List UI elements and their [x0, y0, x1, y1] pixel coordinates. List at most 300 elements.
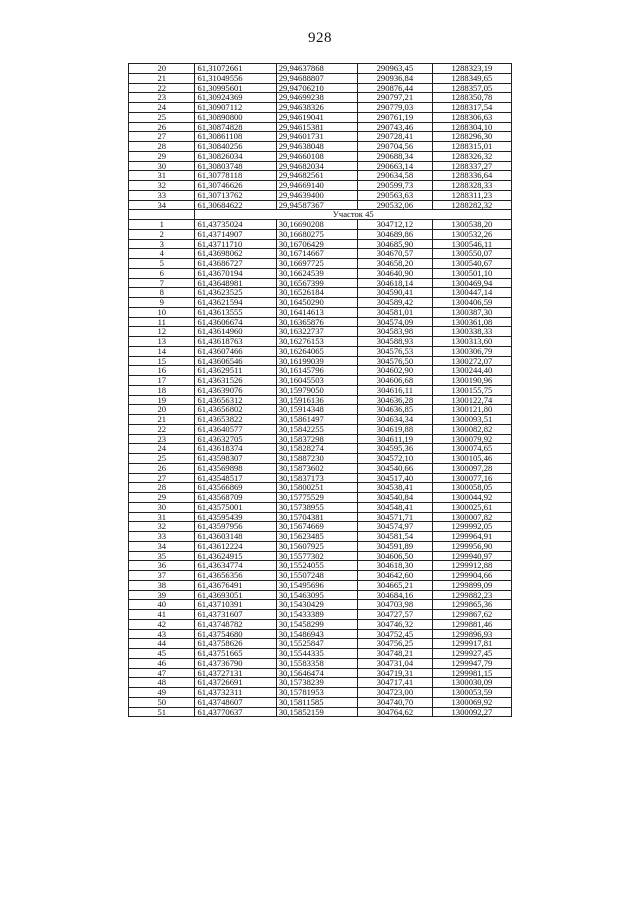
coord-y-cell: 1300058,05 [432, 483, 511, 493]
coord-y-cell: 1288317,54 [432, 103, 511, 113]
latitude-cell: 61,43656356 [195, 571, 276, 581]
table-row [129, 93, 512, 103]
longitude-cell: 29,94669140 [276, 181, 357, 191]
longitude-cell: 30,16680275 [276, 229, 357, 239]
latitude-cell: 61,43731607 [195, 610, 276, 620]
longitude-cell: 30,16045503 [276, 376, 357, 386]
latitude-cell: 61,43624915 [195, 551, 276, 561]
point-number-cell: 25 [129, 454, 195, 464]
longitude-cell: 29,94639400 [276, 190, 357, 200]
latitude-cell: 61,30995601 [195, 83, 276, 93]
table-row [129, 512, 512, 522]
coord-x-cell: 304576,50 [357, 356, 432, 366]
table-row [129, 239, 512, 249]
point-number-cell: 21 [129, 73, 195, 83]
longitude-cell: 29,94615381 [276, 122, 357, 132]
table-row [129, 190, 512, 200]
point-number-cell: 37 [129, 571, 195, 581]
coord-x-cell: 304619,88 [357, 424, 432, 434]
coord-y-cell: 1299881,46 [432, 619, 511, 629]
table-row [129, 444, 512, 454]
latitude-cell: 61,30861108 [195, 132, 276, 142]
point-number-cell: 25 [129, 112, 195, 122]
coord-y-cell: 1299927,45 [432, 649, 511, 659]
coord-y-cell: 1300007,82 [432, 512, 511, 522]
longitude-cell: 29,94638048 [276, 142, 357, 152]
table-row [129, 405, 512, 415]
point-number-cell: 47 [129, 668, 195, 678]
point-number-cell: 17 [129, 376, 195, 386]
coord-y-cell: 1300053,59 [432, 688, 511, 698]
table-row [129, 200, 512, 210]
coord-x-cell: 304636,85 [357, 405, 432, 415]
latitude-cell: 61,43598307 [195, 454, 276, 464]
coord-x-cell: 304618,30 [357, 561, 432, 571]
latitude-cell: 61,30746626 [195, 181, 276, 191]
coord-y-cell: 1299865,36 [432, 600, 511, 610]
latitude-cell: 61,30713762 [195, 190, 276, 200]
longitude-cell: 29,94688807 [276, 73, 357, 83]
table-row [129, 522, 512, 532]
coord-x-cell: 290704,56 [357, 142, 432, 152]
coord-x-cell: 304572,10 [357, 454, 432, 464]
coord-x-cell: 290532,06 [357, 200, 432, 210]
latitude-cell: 61,43595439 [195, 512, 276, 522]
coord-x-cell: 304636,28 [357, 395, 432, 405]
coord-y-cell: 1299992,05 [432, 522, 511, 532]
table-row [129, 181, 512, 191]
latitude-cell: 61,43698062 [195, 249, 276, 259]
latitude-cell: 61,31049556 [195, 73, 276, 83]
point-number-cell: 11 [129, 317, 195, 327]
longitude-cell: 30,16145796 [276, 366, 357, 376]
coord-y-cell: 1300155,75 [432, 385, 511, 395]
point-number-cell: 6 [129, 268, 195, 278]
table-row [129, 249, 512, 259]
table-row [129, 366, 512, 376]
section-header-row [129, 210, 512, 220]
coord-x-cell: 304581,01 [357, 307, 432, 317]
coord-x-cell: 304540,84 [357, 493, 432, 503]
longitude-cell: 29,94637868 [276, 64, 357, 74]
longitude-cell: 29,94619041 [276, 112, 357, 122]
point-number-cell: 31 [129, 171, 195, 181]
point-number-cell: 33 [129, 532, 195, 542]
coord-y-cell: 1300387,30 [432, 307, 511, 317]
coord-y-cell: 1300121,80 [432, 405, 511, 415]
table-row [129, 64, 512, 74]
longitude-cell: 30,15495696 [276, 580, 357, 590]
table-row [129, 551, 512, 561]
coord-x-cell: 304685,90 [357, 239, 432, 249]
coord-y-cell: 1299917,81 [432, 639, 511, 649]
point-number-cell: 7 [129, 278, 195, 288]
coord-x-cell: 290797,21 [357, 93, 432, 103]
coord-x-cell: 304606,50 [357, 551, 432, 561]
table-row [129, 278, 512, 288]
longitude-cell: 30,15842255 [276, 424, 357, 434]
longitude-cell: 30,15525847 [276, 639, 357, 649]
coord-y-cell: 1300272,07 [432, 356, 511, 366]
longitude-cell: 30,15828274 [276, 444, 357, 454]
longitude-cell: 29,94706210 [276, 83, 357, 93]
point-number-cell: 31 [129, 512, 195, 522]
latitude-cell: 61,43736790 [195, 658, 276, 668]
latitude-cell: 61,30778118 [195, 171, 276, 181]
coord-y-cell: 1288306,63 [432, 112, 511, 122]
table-row [129, 600, 512, 610]
latitude-cell: 61,43632705 [195, 434, 276, 444]
longitude-cell: 30,16697725 [276, 259, 357, 269]
coord-x-cell: 304712,12 [357, 220, 432, 230]
table-row [129, 532, 512, 542]
coord-y-cell: 1299981,15 [432, 668, 511, 678]
table-row [129, 493, 512, 503]
coord-y-cell: 1300082,82 [432, 424, 511, 434]
point-number-cell: 50 [129, 697, 195, 707]
coord-x-cell: 304590,41 [357, 288, 432, 298]
coord-y-cell: 1300025,61 [432, 502, 511, 512]
latitude-cell: 61,43548517 [195, 473, 276, 483]
coord-y-cell: 1300105,46 [432, 454, 511, 464]
latitude-cell: 61,43770637 [195, 707, 276, 717]
latitude-cell: 61,43569898 [195, 463, 276, 473]
latitude-cell: 61,43640577 [195, 424, 276, 434]
table-row [129, 288, 512, 298]
point-number-cell: 42 [129, 619, 195, 629]
coord-x-cell: 304540,66 [357, 463, 432, 473]
coord-y-cell: 1299964,91 [432, 532, 511, 542]
latitude-cell: 61,30924369 [195, 93, 276, 103]
coord-y-cell: 1300540,67 [432, 259, 511, 269]
coord-y-cell: 1288315,01 [432, 142, 511, 152]
coord-y-cell: 1288323,19 [432, 64, 511, 74]
longitude-cell: 30,15775529 [276, 493, 357, 503]
table-row [129, 142, 512, 152]
table-row [129, 649, 512, 659]
point-number-cell: 24 [129, 444, 195, 454]
latitude-cell: 61,30803748 [195, 161, 276, 171]
coord-x-cell: 304591,89 [357, 541, 432, 551]
longitude-cell: 30,15463095 [276, 590, 357, 600]
latitude-cell: 61,30840256 [195, 142, 276, 152]
table-row [129, 483, 512, 493]
point-number-cell: 13 [129, 337, 195, 347]
point-number-cell: 30 [129, 161, 195, 171]
coord-y-cell: 1300532,26 [432, 229, 511, 239]
latitude-cell: 61,43748607 [195, 697, 276, 707]
coord-y-cell: 1300338,33 [432, 327, 511, 337]
point-number-cell: 33 [129, 190, 195, 200]
latitude-cell: 61,43621594 [195, 298, 276, 308]
coord-x-cell: 304611,19 [357, 434, 432, 444]
table-row [129, 112, 512, 122]
table-row [129, 610, 512, 620]
coord-y-cell: 1288350,78 [432, 93, 511, 103]
latitude-cell: 61,43631526 [195, 376, 276, 386]
table-row [129, 590, 512, 600]
latitude-cell: 61,43711710 [195, 239, 276, 249]
coord-x-cell: 304548,41 [357, 502, 432, 512]
coord-x-cell: 290936,84 [357, 73, 432, 83]
coord-y-cell: 1288311,23 [432, 190, 511, 200]
latitude-cell: 61,43710391 [195, 600, 276, 610]
longitude-cell: 30,15583358 [276, 658, 357, 668]
coord-x-cell: 304576,53 [357, 346, 432, 356]
point-number-cell: 38 [129, 580, 195, 590]
coord-x-cell: 304583,98 [357, 327, 432, 337]
longitude-cell: 30,15544335 [276, 649, 357, 659]
coord-x-cell: 290728,41 [357, 132, 432, 142]
table-row [129, 73, 512, 83]
table-row [129, 561, 512, 571]
point-number-cell: 2 [129, 229, 195, 239]
longitude-cell: 29,94638326 [276, 103, 357, 113]
coord-x-cell: 304574,97 [357, 522, 432, 532]
coord-x-cell: 304719,31 [357, 668, 432, 678]
latitude-cell: 61,43653822 [195, 415, 276, 425]
table-row [129, 171, 512, 181]
point-number-cell: 29 [129, 151, 195, 161]
coord-y-cell: 1299947,79 [432, 658, 511, 668]
point-number-cell: 3 [129, 239, 195, 249]
coord-y-cell: 1300030,09 [432, 678, 511, 688]
coord-y-cell: 1300093,51 [432, 415, 511, 425]
coord-x-cell: 304616,11 [357, 385, 432, 395]
table-row [129, 434, 512, 444]
longitude-cell: 30,15577302 [276, 551, 357, 561]
section-empty-cell [129, 210, 195, 220]
longitude-cell: 30,16276153 [276, 337, 357, 347]
table-row [129, 502, 512, 512]
coord-y-cell: 1288328,33 [432, 181, 511, 191]
table-row [129, 356, 512, 366]
point-number-cell: 34 [129, 200, 195, 210]
longitude-cell: 30,16365876 [276, 317, 357, 327]
coord-x-cell: 304752,45 [357, 629, 432, 639]
latitude-cell: 61,43597956 [195, 522, 276, 532]
point-number-cell: 51 [129, 707, 195, 717]
point-number-cell: 14 [129, 346, 195, 356]
latitude-cell: 61,43613555 [195, 307, 276, 317]
longitude-cell: 30,15738955 [276, 502, 357, 512]
coord-x-cell: 304589,42 [357, 298, 432, 308]
longitude-cell: 30,15486943 [276, 629, 357, 639]
latitude-cell: 61,43754680 [195, 629, 276, 639]
latitude-cell: 61,30907112 [195, 103, 276, 113]
latitude-cell: 61,43686727 [195, 259, 276, 269]
coord-x-cell: 290688,34 [357, 151, 432, 161]
coord-y-cell: 1288304,10 [432, 122, 511, 132]
longitude-cell: 30,15738239 [276, 678, 357, 688]
table-row [129, 688, 512, 698]
table-row [129, 415, 512, 425]
latitude-cell: 61,43634774 [195, 561, 276, 571]
coord-x-cell: 304606,68 [357, 376, 432, 386]
latitude-cell: 61,43714907 [195, 229, 276, 239]
table-row [129, 639, 512, 649]
longitude-cell: 30,15433389 [276, 610, 357, 620]
coord-x-cell: 304748,21 [357, 649, 432, 659]
table-row [129, 678, 512, 688]
latitude-cell: 61,30890800 [195, 112, 276, 122]
latitude-cell: 61,43758626 [195, 639, 276, 649]
latitude-cell: 61,43639076 [195, 385, 276, 395]
table-row [129, 132, 512, 142]
coord-x-cell: 304665,21 [357, 580, 432, 590]
longitude-cell: 29,94660108 [276, 151, 357, 161]
table-row [129, 541, 512, 551]
longitude-cell: 29,94587367 [276, 200, 357, 210]
point-number-cell: 5 [129, 259, 195, 269]
point-number-cell: 28 [129, 483, 195, 493]
coord-x-cell: 290663,14 [357, 161, 432, 171]
point-number-cell: 4 [129, 249, 195, 259]
coord-y-cell: 1288296,30 [432, 132, 511, 142]
longitude-cell: 30,15916136 [276, 395, 357, 405]
coord-x-cell: 304731,04 [357, 658, 432, 668]
latitude-cell: 61,43670194 [195, 268, 276, 278]
latitude-cell: 61,43727131 [195, 668, 276, 678]
point-number-cell: 27 [129, 132, 195, 142]
point-number-cell: 27 [129, 473, 195, 483]
section-title: Участок 45 [195, 210, 512, 220]
coord-x-cell: 290743,46 [357, 122, 432, 132]
latitude-cell: 61,43648981 [195, 278, 276, 288]
point-number-cell: 12 [129, 327, 195, 337]
longitude-cell: 30,15914348 [276, 405, 357, 415]
point-number-cell: 39 [129, 590, 195, 600]
coord-x-cell: 304727,57 [357, 610, 432, 620]
latitude-cell: 61,43726691 [195, 678, 276, 688]
latitude-cell: 61,43568709 [195, 493, 276, 503]
coord-y-cell: 1300122,74 [432, 395, 511, 405]
latitude-cell: 61,43618374 [195, 444, 276, 454]
table-row [129, 151, 512, 161]
coord-y-cell: 1300069,92 [432, 697, 511, 707]
coord-x-cell: 304717,41 [357, 678, 432, 688]
table-row [129, 376, 512, 386]
table-row [129, 307, 512, 317]
longitude-cell: 30,15704381 [276, 512, 357, 522]
latitude-cell: 61,30684622 [195, 200, 276, 210]
coord-x-cell: 290634,58 [357, 171, 432, 181]
coord-x-cell: 290963,45 [357, 64, 432, 74]
longitude-cell: 30,16567399 [276, 278, 357, 288]
longitude-cell: 30,16264065 [276, 346, 357, 356]
table-row [129, 346, 512, 356]
table-row [129, 268, 512, 278]
table-row [129, 395, 512, 405]
coord-y-cell: 1288349,65 [432, 73, 511, 83]
coord-x-cell: 304634,34 [357, 415, 432, 425]
table-row [129, 707, 512, 717]
longitude-cell: 30,16690208 [276, 220, 357, 230]
latitude-cell: 61,43603148 [195, 532, 276, 542]
point-number-cell: 1 [129, 220, 195, 230]
table-row [129, 220, 512, 230]
table-row [129, 229, 512, 239]
coord-y-cell: 1300469,94 [432, 278, 511, 288]
coord-y-cell: 1300538,20 [432, 220, 511, 230]
longitude-cell: 30,15873602 [276, 463, 357, 473]
latitude-cell: 61,43735024 [195, 220, 276, 230]
coord-x-cell: 304723,00 [357, 688, 432, 698]
point-number-cell: 23 [129, 93, 195, 103]
table-row [129, 259, 512, 269]
longitude-cell: 29,94601731 [276, 132, 357, 142]
longitude-cell: 30,15811585 [276, 697, 357, 707]
coord-x-cell: 304571,71 [357, 512, 432, 522]
coord-x-cell: 290779,03 [357, 103, 432, 113]
table-row [129, 83, 512, 93]
latitude-cell: 61,43693051 [195, 590, 276, 600]
coord-x-cell: 304764,62 [357, 707, 432, 717]
point-number-cell: 19 [129, 395, 195, 405]
latitude-cell: 61,43751665 [195, 649, 276, 659]
longitude-cell: 30,16199039 [276, 356, 357, 366]
longitude-cell: 30,15430429 [276, 600, 357, 610]
point-number-cell: 23 [129, 434, 195, 444]
point-number-cell: 26 [129, 122, 195, 132]
coordinates-table-body [129, 64, 512, 717]
table-row [129, 463, 512, 473]
coord-x-cell: 304595,36 [357, 444, 432, 454]
longitude-cell: 30,15979050 [276, 385, 357, 395]
point-number-cell: 24 [129, 103, 195, 113]
coord-y-cell: 1300361,08 [432, 317, 511, 327]
point-number-cell: 28 [129, 142, 195, 152]
table-row [129, 580, 512, 590]
coord-y-cell: 1300190,96 [432, 376, 511, 386]
coord-y-cell: 1300501,10 [432, 268, 511, 278]
latitude-cell: 61,43732311 [195, 688, 276, 698]
longitude-cell: 29,94699238 [276, 93, 357, 103]
coord-y-cell: 1299940,97 [432, 551, 511, 561]
coord-x-cell: 304588,93 [357, 337, 432, 347]
latitude-cell: 61,43614960 [195, 327, 276, 337]
coord-y-cell: 1288336,64 [432, 171, 511, 181]
table-row [129, 424, 512, 434]
coord-y-cell: 1300313,60 [432, 337, 511, 347]
coord-y-cell: 1300077,16 [432, 473, 511, 483]
table-row [129, 658, 512, 668]
coord-x-cell: 304689,86 [357, 229, 432, 239]
coord-y-cell: 1300074,65 [432, 444, 511, 454]
coord-y-cell: 1288337,27 [432, 161, 511, 171]
point-number-cell: 48 [129, 678, 195, 688]
latitude-cell: 61,43575001 [195, 502, 276, 512]
point-number-cell: 40 [129, 600, 195, 610]
point-number-cell: 45 [129, 649, 195, 659]
point-number-cell: 32 [129, 522, 195, 532]
coord-x-cell: 304703,98 [357, 600, 432, 610]
coord-x-cell: 304658,20 [357, 259, 432, 269]
latitude-cell: 61,43606546 [195, 356, 276, 366]
coord-y-cell: 1300550,07 [432, 249, 511, 259]
latitude-cell: 61,43606674 [195, 317, 276, 327]
coord-y-cell: 1299904,66 [432, 571, 511, 581]
coord-x-cell: 290876,44 [357, 83, 432, 93]
longitude-cell: 30,16714667 [276, 249, 357, 259]
longitude-cell: 30,15837173 [276, 473, 357, 483]
longitude-cell: 30,16526184 [276, 288, 357, 298]
table-row [129, 668, 512, 678]
point-number-cell: 15 [129, 356, 195, 366]
point-number-cell: 18 [129, 385, 195, 395]
table-row [129, 629, 512, 639]
longitude-cell: 30,16450290 [276, 298, 357, 308]
